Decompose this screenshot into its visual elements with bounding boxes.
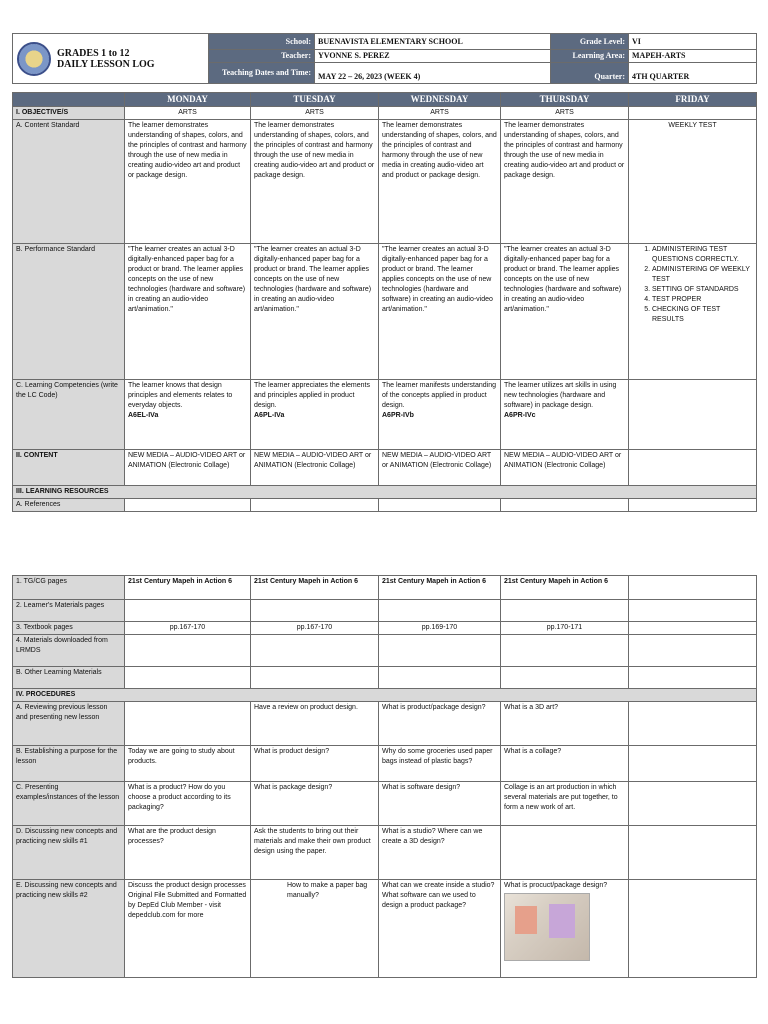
procedure-a-cell — [125, 702, 251, 746]
empty-cell — [629, 380, 757, 450]
procedure-c-label: C. Presenting examples/instances of the lesson — [13, 782, 125, 826]
empty-cell — [501, 600, 629, 622]
resources-label: III. LEARNING RESOURCES — [13, 486, 757, 499]
content-standard-cell: The learner demonstrates understanding of shapes, colors, and the principles of contrast and harmony through the use of new media in creating audio-video art and product or package design. — [379, 120, 501, 244]
lrmds-label: 4. Materials downloaded from LRMDS — [13, 635, 125, 667]
day-header-friday: FRIDAY — [629, 93, 757, 107]
school-label: School: — [209, 34, 315, 50]
dates-label: Teaching Dates and Time: — [209, 63, 315, 84]
procedure-a-cell: What is product/package design? — [379, 702, 501, 746]
list-item: 4. TEST PROPER — [652, 295, 753, 305]
textbook-pages-cell: pp.167-170 — [125, 622, 251, 635]
empty-cell — [629, 826, 757, 880]
procedure-e-cell: What is procuct/package design? — [501, 880, 629, 978]
day-header-tuesday: TUESDAY — [251, 93, 379, 107]
procedure-e-cell: How to make a paper bag manually? — [251, 880, 379, 978]
procedure-b-cell: Why do some groceries used paper bags instead of plastic bags? — [379, 746, 501, 782]
day-header-monday: MONDAY — [125, 93, 251, 107]
procedure-b-cell: Today we are going to study about products. — [125, 746, 251, 782]
references-label: A. References — [13, 499, 125, 512]
content-cell: NEW MEDIA – AUDIO-VIDEO ART or ANIMATION (Electronic Collage) — [125, 450, 251, 486]
teacher-value: YVONNE S. PEREZ — [315, 50, 551, 63]
lesson-table-part-1 — [12, 92, 756, 512]
quarter-label: Quarter: — [551, 63, 629, 84]
grade-label: Grade Level: — [551, 34, 629, 50]
collage-photo — [504, 893, 590, 961]
friday-test-list — [632, 245, 753, 325]
textbook-pages-label: 3. Textbook pages — [13, 622, 125, 635]
content-standard-label: A. Content Standard — [13, 120, 125, 244]
empty-cell — [629, 576, 757, 600]
empty-cell — [629, 107, 757, 120]
empty-cell — [501, 635, 629, 667]
empty-cell — [251, 667, 379, 689]
corner-cell — [13, 93, 125, 107]
friday-test-list-cell — [629, 244, 757, 380]
logo-cell — [13, 34, 209, 84]
tg-pages-cell: 21st Century Mapeh in Action 6 — [379, 576, 501, 600]
lesson-log-header — [12, 33, 756, 82]
weekly-test-cell: WEEKLY TEST — [629, 120, 757, 244]
procedure-d-cell: Ask the students to bring out their materials and make their own product design using the paper. — [251, 826, 379, 880]
empty-cell — [379, 667, 501, 689]
procedures-label: IV. PROCEDURES — [13, 689, 757, 702]
competency-cell: The learner knows that design principles and elements relates to everyday objects. A6EL-IVa — [125, 380, 251, 450]
content-cell: NEW MEDIA – AUDIO-VIDEO ART or ANIMATION (Electronic Collage) — [379, 450, 501, 486]
performance-standard-cell: "The learner creates an actual 3-D digitally-enhanced paper bag for a product or brand. The learner applies concepts on the use of new technologies (hardware and software) in creating an audio-video art/animation." — [251, 244, 379, 380]
procedure-c-cell: Collage is an art production in which several materials are put together, to form a new work of art. — [501, 782, 629, 826]
empty-cell — [629, 622, 757, 635]
empty-cell — [629, 702, 757, 746]
empty-cell — [125, 667, 251, 689]
log-title: GRADES 1 to 12 DAILY LESSON LOG — [56, 47, 155, 70]
empty-cell — [629, 782, 757, 826]
procedure-a-cell: Have a review on product design. — [251, 702, 379, 746]
grade-value: VI — [629, 34, 757, 50]
procedure-b-label: B. Establishing a purpose for the lesson — [13, 746, 125, 782]
content-label: II. CONTENT — [13, 450, 125, 486]
empty-cell — [125, 635, 251, 667]
teacher-label: Teacher: — [209, 50, 315, 63]
empty-cell — [251, 635, 379, 667]
arts-cell: ARTS — [501, 107, 629, 120]
list-item: 3. SETTING OF STANDARDS — [652, 285, 753, 295]
deped-seal-icon — [17, 42, 51, 76]
procedure-a-cell: What is a 3D art? — [501, 702, 629, 746]
lm-pages-label: 2. Learner's Materials pages — [13, 600, 125, 622]
empty-cell — [379, 635, 501, 667]
competencies-label: C. Learning Competencies (write the LC Code) — [13, 380, 125, 450]
content-standard-cell: The learner demonstrates understanding of shapes, colors, and the principles of contrast and harmony through the use of new media in creating audio-video art and product or package design. — [251, 120, 379, 244]
competency-cell: The learner appreciates the elements and principles applied in product design. A6PL-IVa — [251, 380, 379, 450]
content-cell: NEW MEDIA – AUDIO-VIDEO ART or ANIMATION (Electronic Collage) — [251, 450, 379, 486]
empty-cell — [629, 746, 757, 782]
procedure-d-cell — [501, 826, 629, 880]
procedure-c-cell: What is package design? — [251, 782, 379, 826]
procedure-c-cell: What is a product? How do you choose a product according to its packaging? — [125, 782, 251, 826]
textbook-pages-cell: pp.169-170 — [379, 622, 501, 635]
empty-cell — [125, 600, 251, 622]
competency-cell: The learner utilizes art skills in using new technologies (hardware and software) in package design. A6PR-IVc — [501, 380, 629, 450]
procedure-b-cell: What is product design? — [251, 746, 379, 782]
textbook-pages-cell: pp.167-170 — [251, 622, 379, 635]
area-label: Learning Area: — [551, 50, 629, 63]
procedure-d-label: D. Discussing new concepts and practicing new skills #1 — [13, 826, 125, 880]
procedure-b-cell: What is a collage? — [501, 746, 629, 782]
school-value: BUENAVISTA ELEMENTARY SCHOOL — [315, 34, 551, 50]
empty-cell — [501, 499, 629, 512]
empty-cell — [629, 635, 757, 667]
list-item: 1. ADMINISTERING TEST QUESTIONS CORRECTLY. — [652, 245, 753, 265]
tg-pages-label: 1. TG/CG pages — [13, 576, 125, 600]
empty-cell — [501, 667, 629, 689]
list-item: 2. ADMINISTERING OF WEEKLY TEST — [652, 265, 753, 285]
empty-cell — [629, 450, 757, 486]
list-item: 5. CHECKING OF TEST RESULTS — [652, 305, 753, 325]
empty-cell — [251, 600, 379, 622]
empty-cell — [251, 499, 379, 512]
other-materials-label: B. Other Learning Materials — [13, 667, 125, 689]
arts-cell: ARTS — [379, 107, 501, 120]
procedure-c-cell: What is software design? — [379, 782, 501, 826]
quarter-value: 4TH QUARTER — [629, 63, 757, 84]
arts-cell: ARTS — [251, 107, 379, 120]
day-header-wednesday: WEDNESDAY — [379, 93, 501, 107]
competency-cell: The learner manifests understanding of the concepts applied in product design. A6PR-IVb — [379, 380, 501, 450]
objectives-label: I. OBJECTIVE/S — [13, 107, 125, 120]
empty-cell — [629, 499, 757, 512]
tg-pages-cell: 21st Century Mapeh in Action 6 — [125, 576, 251, 600]
content-cell: NEW MEDIA – AUDIO-VIDEO ART or ANIMATION (Electronic Collage) — [501, 450, 629, 486]
content-standard-cell: The learner demonstrates understanding of shapes, colors, and the principles of contrast and harmony through the use of new media in creating audio-video art and product or package design. — [501, 120, 629, 244]
tg-pages-cell: 21st Century Mapeh in Action 6 — [251, 576, 379, 600]
performance-standard-cell: "The learner creates an actual 3-D digitally-enhanced paper bag for a product or brand. The learner applies concepts on the use of new technologies (hardware and software) in creating an audio-video art/animation." — [501, 244, 629, 380]
day-header-thursday: THURSDAY — [501, 93, 629, 107]
lesson-table-part-2 — [12, 575, 756, 978]
empty-cell — [379, 499, 501, 512]
procedure-d-cell: What are the product design processes? — [125, 826, 251, 880]
textbook-pages-cell: pp.170-171 — [501, 622, 629, 635]
procedure-d-cell: What is a studio? Where can we create a 3D design? — [379, 826, 501, 880]
procedure-e-cell: Discuss the product design processes Original File Submitted and Formatted by DepEd Club Member - visit depedclub.com for more — [125, 880, 251, 978]
empty-cell — [379, 600, 501, 622]
arts-cell: ARTS — [125, 107, 251, 120]
empty-cell — [629, 880, 757, 978]
empty-cell — [629, 667, 757, 689]
procedure-a-label: A. Reviewing previous lesson and presenting new lesson — [13, 702, 125, 746]
procedure-e-cell: What can we create inside a studio? What software can we used to design a product package? — [379, 880, 501, 978]
performance-standard-label: B. Performance Standard — [13, 244, 125, 380]
content-standard-cell: The learner demonstrates understanding of shapes, colors, and the principles of contrast and harmony through the use of new media in creating audio-video art and product or package design. — [125, 120, 251, 244]
performance-standard-cell: "The learner creates an actual 3-D digitally-enhanced paper bag for a product or brand. The learner applies concepts on the use of new technologies (hardware and software) in creating an audio-video art/animation." — [125, 244, 251, 380]
empty-cell — [629, 600, 757, 622]
procedure-e-label: E. Discussing new concepts and practicing new skills #2 — [13, 880, 125, 978]
area-value: MAPEH-ARTS — [629, 50, 757, 63]
dates-value: MAY 22 – 26, 2023 (WEEK 4) — [315, 63, 551, 84]
performance-standard-cell: "The learner creates an actual 3-D digitally-enhanced paper bag for a product or brand. The learner applies concepts on the use of new technologies (hardware and software) in creating an audio-video art/animation." — [379, 244, 501, 380]
tg-pages-cell: 21st Century Mapeh in Action 6 — [501, 576, 629, 600]
empty-cell — [125, 499, 251, 512]
